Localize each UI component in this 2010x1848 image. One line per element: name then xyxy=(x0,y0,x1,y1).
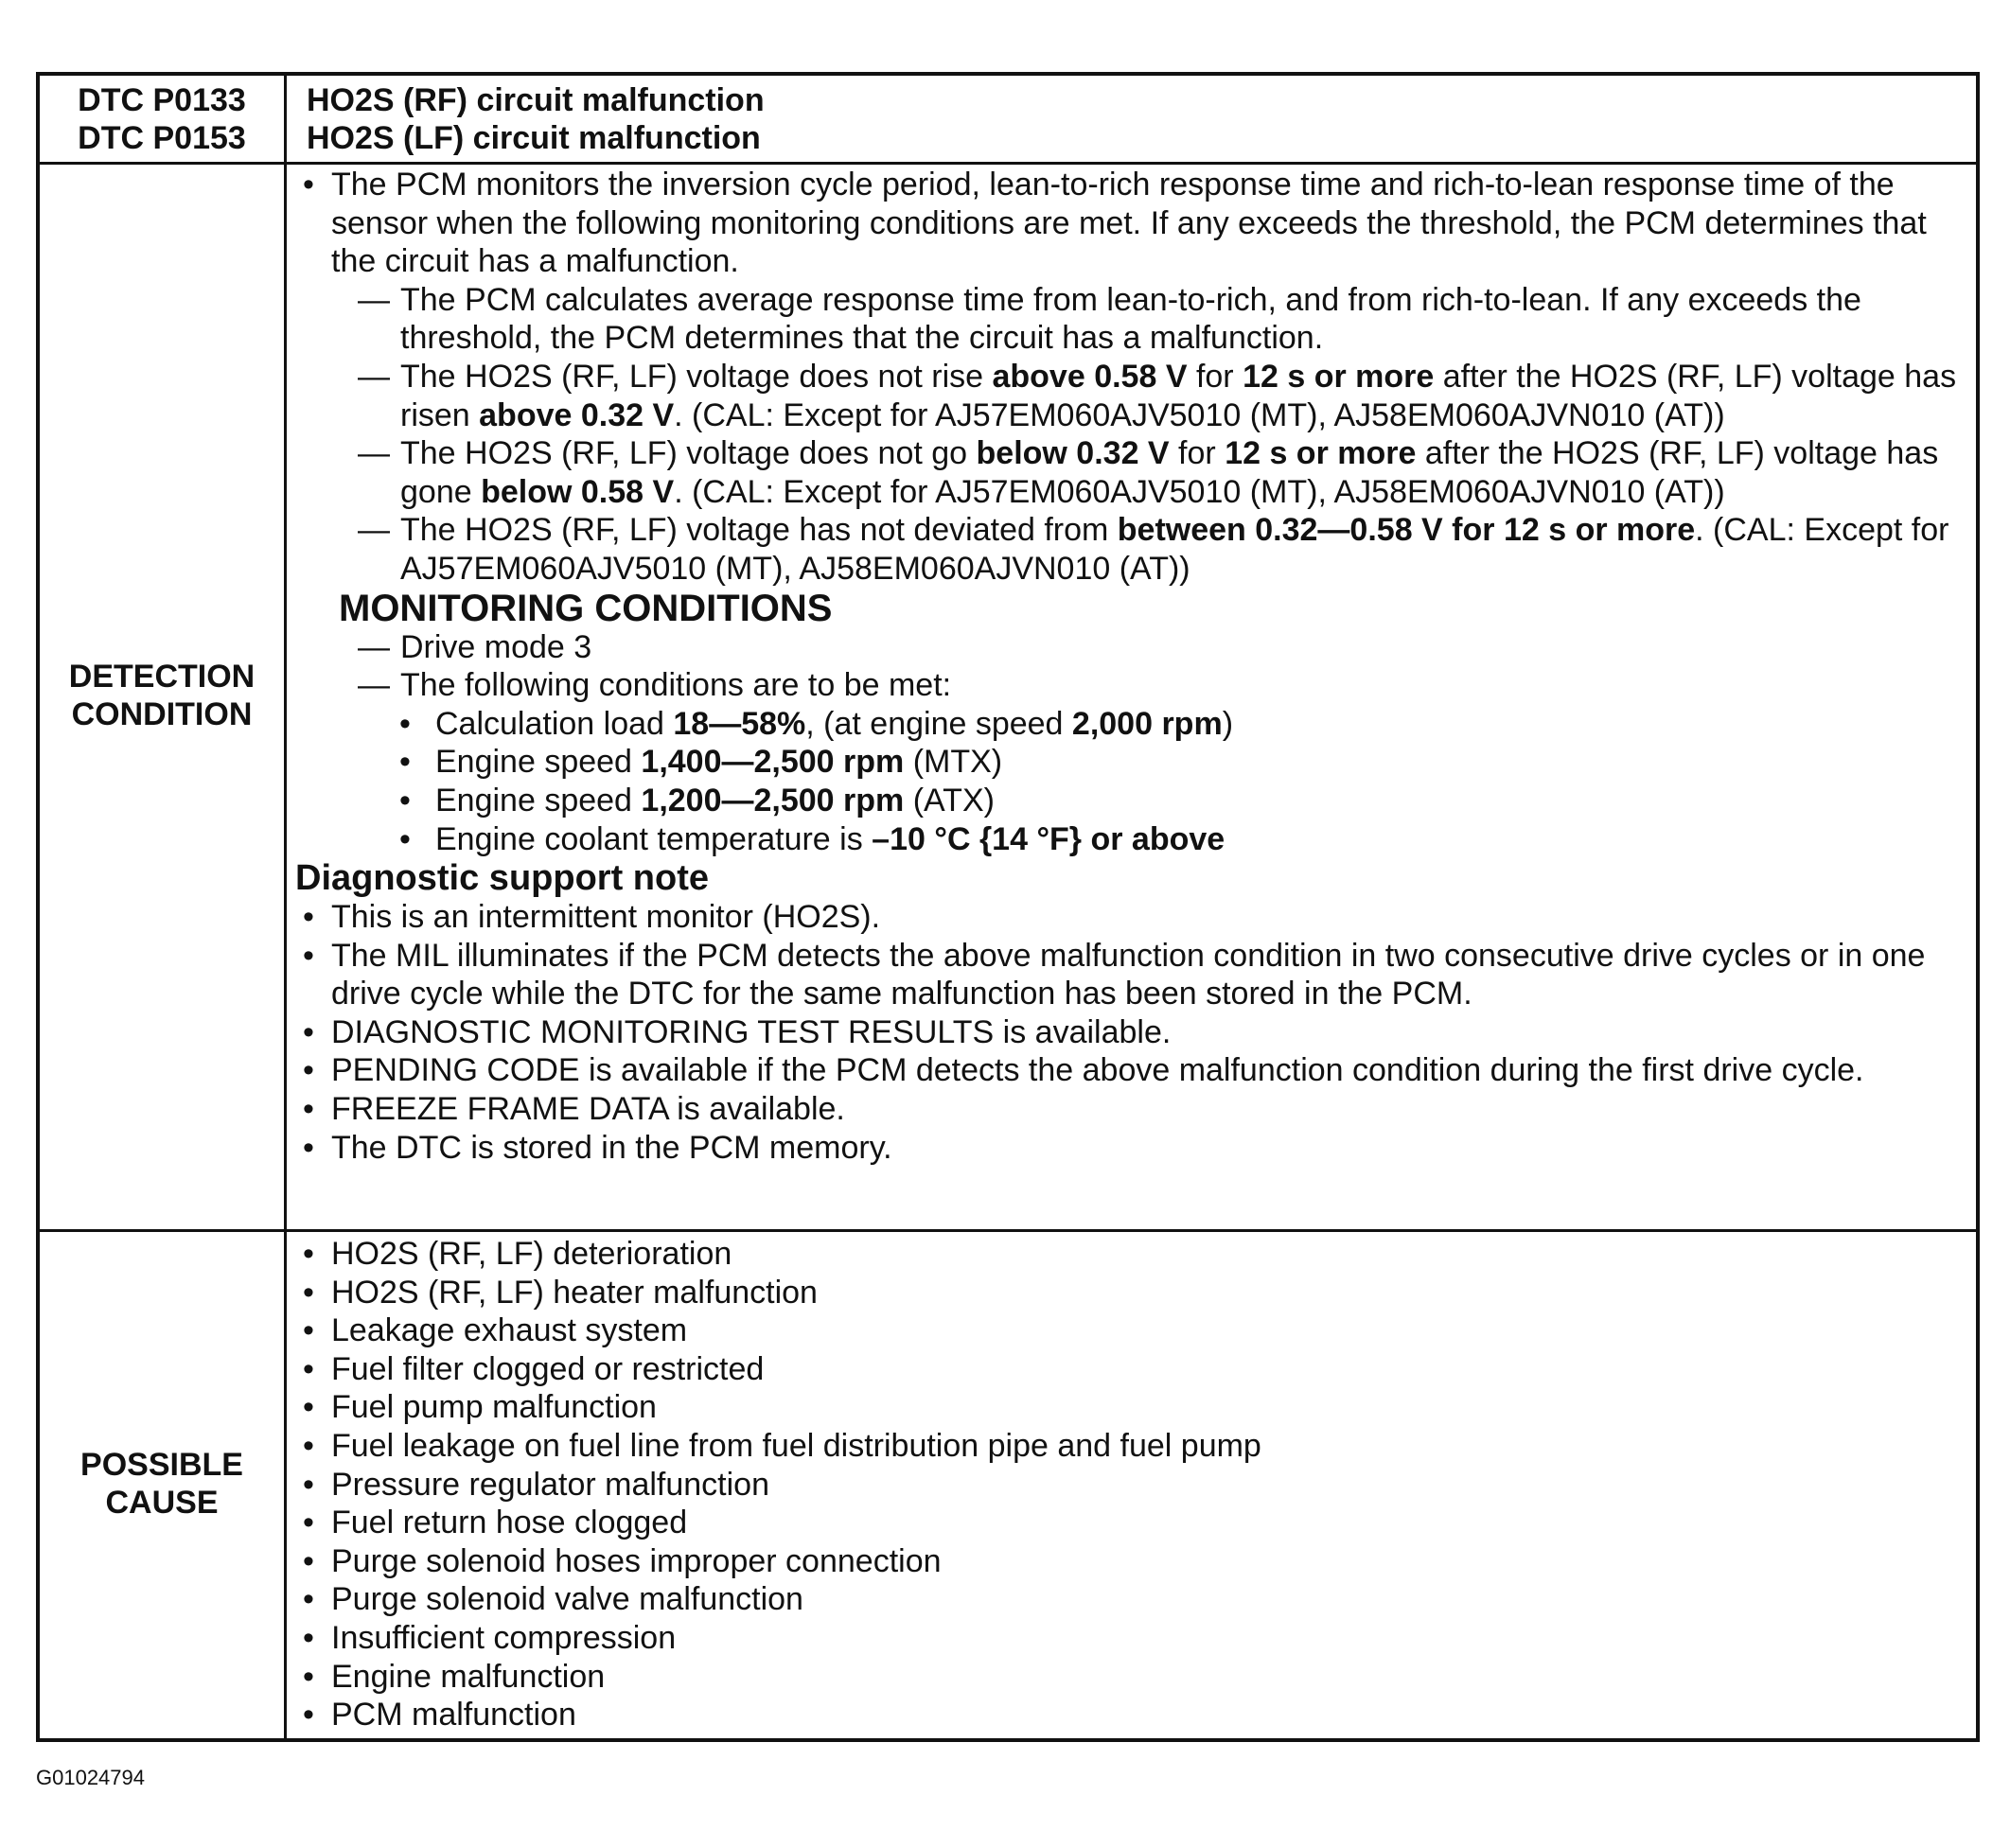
possible-cause-item xyxy=(293,1311,1963,1350)
text-run: 1,200—2,500 rpm xyxy=(641,782,905,818)
text-run: below 0.58 V xyxy=(481,473,675,510)
dash-icon: — xyxy=(358,512,390,549)
monitoring-dash-item xyxy=(293,666,1963,705)
possible-cause-item-text: Fuel leakage on fuel line from fuel distribution pipe and fuel pump xyxy=(331,1427,1261,1464)
bullet-icon: • xyxy=(303,1697,314,1734)
text-run: 1,400—2,500 rpm xyxy=(641,744,905,781)
text-run: 12 s or more xyxy=(1225,435,1417,472)
row-label-line: POSSIBLE xyxy=(80,1447,243,1483)
text-run: (ATX) xyxy=(904,782,995,818)
text-run: between 0.32—0.58 V for 12 s or more xyxy=(1117,512,1696,549)
bullet-icon: • xyxy=(303,1505,314,1541)
figure-id: G01024794 xyxy=(36,1766,145,1789)
diagnostic-note-text: The DTC is stored in the PCM memory. xyxy=(331,1129,892,1166)
condition-item xyxy=(293,820,1963,859)
condition-item-text xyxy=(435,706,1233,742)
bullet-icon: • xyxy=(303,1581,314,1618)
text-run: after the HO2S (RF, LF) voltage has risen xyxy=(400,358,1957,433)
possible-cause-item-text: Purge solenoid hoses improper connection xyxy=(331,1542,942,1579)
detection-condition-content xyxy=(293,162,1963,1229)
possible-cause-item-text: Fuel pump malfunction xyxy=(331,1389,657,1426)
condition-item xyxy=(293,743,1963,782)
possible-cause-item-text: Insufficient compression xyxy=(331,1619,677,1656)
text-run: above 0.58 V xyxy=(992,358,1188,395)
possible-cause-item-text: PCM malfunction xyxy=(331,1697,576,1734)
text-run: . (CAL: Except for AJ57EM060AJV5010 (MT), AJ58EM060AJVN010 (AT)) xyxy=(674,396,1725,433)
threshold-item xyxy=(293,511,1963,588)
bullet-icon: • xyxy=(303,1389,314,1426)
text-run: Engine speed xyxy=(435,782,642,818)
text-run: after the HO2S (RF, LF) voltage has gone xyxy=(400,435,1939,510)
dash-icon: — xyxy=(358,667,390,704)
possible-cause-item xyxy=(293,1504,1963,1542)
diagnostic-note xyxy=(293,1051,1963,1090)
dtc-title-cell xyxy=(307,76,1963,162)
header-row xyxy=(40,76,1976,165)
diagnostic-note-text: DIAGNOSTIC MONITORING TEST RESULTS is available. xyxy=(331,1013,1172,1050)
row-label-line: CAUSE xyxy=(105,1485,219,1521)
threshold-item xyxy=(293,281,1963,358)
threshold-item-text xyxy=(400,512,1948,587)
text-run: 12 s or more xyxy=(1243,358,1435,395)
detection-condition-label xyxy=(40,162,284,1229)
possible-cause-item xyxy=(293,1235,1963,1274)
possible-cause-item xyxy=(293,1580,1963,1619)
threshold-list xyxy=(293,281,1963,589)
monitoring-conditions-heading: MONITORING CONDITIONS xyxy=(339,587,833,629)
row-label-line: CONDITION xyxy=(71,696,253,732)
text-run: The HO2S (RF, LF) voltage does not go xyxy=(400,435,977,472)
diagnostic-note xyxy=(293,898,1963,937)
text-run: 18—58% xyxy=(673,705,806,742)
possible-cause-list xyxy=(293,1235,1963,1734)
diagnostic-note xyxy=(293,1013,1963,1052)
condition-item-text xyxy=(435,783,995,818)
condition-item-text xyxy=(435,821,1225,857)
text-run: The HO2S (RF, LF) voltage does not rise xyxy=(400,358,993,395)
possible-cause-item-text: Fuel filter clogged or restricted xyxy=(331,1350,765,1387)
bullet-icon: • xyxy=(399,705,411,742)
detection-condition-row xyxy=(40,162,1976,1232)
bullet-icon: • xyxy=(399,744,411,781)
bullet-icon: • xyxy=(303,1542,314,1579)
bullet-icon: • xyxy=(303,1013,314,1050)
possible-cause-item xyxy=(293,1542,1963,1581)
possible-cause-item-text: Fuel return hose clogged xyxy=(331,1505,688,1541)
text-run: ) xyxy=(1222,705,1234,742)
text-run: Calculation load xyxy=(435,705,674,742)
bullet-icon: • xyxy=(303,899,314,936)
condition-item xyxy=(293,705,1963,744)
bullet-icon: • xyxy=(303,1274,314,1311)
text-run: The PCM calculates average response time from lean-to-rich, and from rich-to-lean. If any exceeds the threshold, the PCM determines that the circuit has a malfunction. xyxy=(400,281,1861,357)
text-run: above 0.32 V xyxy=(479,396,675,433)
bullet-icon: • xyxy=(399,782,411,818)
text-run: The HO2S (RF, LF) voltage has not deviated from xyxy=(400,512,1118,549)
bullet-icon: • xyxy=(303,1350,314,1387)
threshold-item-text xyxy=(400,282,1861,357)
diagnostic-support-heading: Diagnostic support note xyxy=(295,858,709,899)
threshold-item-text xyxy=(400,435,1938,510)
dtc-table xyxy=(36,72,1980,1742)
bullet-icon: • xyxy=(303,167,314,202)
possible-cause-item xyxy=(293,1658,1963,1697)
possible-cause-item xyxy=(293,1619,1963,1658)
bullet-icon: • xyxy=(303,1427,314,1464)
text-run: for xyxy=(1169,435,1225,472)
bullet-icon: • xyxy=(303,1466,314,1503)
diagnostic-note-text: This is an intermittent monitor (HO2S). xyxy=(331,899,881,936)
bullet-icon: • xyxy=(303,1129,314,1166)
dash-icon: — xyxy=(358,435,390,472)
text-run: . (CAL: Except for AJ57EM060AJV5010 (MT), AJ58EM060AJVN010 (AT)) xyxy=(400,512,1949,587)
detection-body xyxy=(293,166,1963,1167)
bullet-icon: • xyxy=(303,1091,314,1128)
possible-cause-row xyxy=(40,1229,1976,1738)
possible-cause-item-text: HO2S (RF, LF) deterioration xyxy=(331,1236,732,1272)
bullet-icon: • xyxy=(399,820,411,857)
possible-cause-item-text: Purge solenoid valve malfunction xyxy=(331,1581,803,1618)
dtc-code-cell xyxy=(40,76,284,162)
threshold-item-text xyxy=(400,359,1956,433)
dtc-code: DTC P0153 xyxy=(78,119,246,156)
text-run: . (CAL: Except for AJ57EM060AJV5010 (MT), AJ58EM060AJVN010 (AT)) xyxy=(674,473,1725,510)
dash-icon: — xyxy=(358,281,390,318)
possible-cause-item-text: Leakage exhaust system xyxy=(331,1312,688,1349)
diagnostic-note-text: The MIL illuminates if the PCM detects the above malfunction condition in two consecutive drive cycles or in one drive cycle while the DTC for the same malfunction has been stored in the PCM. xyxy=(331,937,1926,1012)
dash-icon: — xyxy=(358,628,390,665)
bullet-icon: • xyxy=(303,1619,314,1656)
possible-cause-item xyxy=(293,1350,1963,1389)
bullet-icon: • xyxy=(303,1658,314,1695)
possible-cause-item-text: HO2S (RF, LF) heater malfunction xyxy=(331,1274,818,1311)
threshold-item xyxy=(293,434,1963,511)
text-run: Engine speed xyxy=(435,744,642,781)
possible-cause-item xyxy=(293,1466,1963,1505)
diagnostic-note-text: FREEZE FRAME DATA is available. xyxy=(331,1091,845,1128)
possible-cause-label xyxy=(40,1229,284,1738)
possible-cause-item xyxy=(293,1696,1963,1734)
possible-cause-item-text: Pressure regulator malfunction xyxy=(331,1466,770,1503)
row-label-line: DETECTION xyxy=(68,659,256,695)
bullet-icon: • xyxy=(303,1312,314,1349)
possible-cause-item xyxy=(293,1388,1963,1427)
possible-cause-content xyxy=(293,1229,1963,1738)
text-run: 2,000 rpm xyxy=(1071,705,1223,742)
monitoring-dash-text: Drive mode 3 xyxy=(400,628,592,665)
text-run: (MTX) xyxy=(904,744,1003,781)
possible-cause-item xyxy=(293,1274,1963,1312)
text-run: –10 °C {14 °F} or above xyxy=(872,820,1225,857)
intro-item xyxy=(293,166,1963,281)
threshold-item xyxy=(293,358,1963,434)
text-run: below 0.32 V xyxy=(976,435,1170,472)
bullet-icon: • xyxy=(303,937,314,974)
diagnostic-note-text: PENDING CODE is available if the PCM detects the above malfunction condition during the first drive cycle. xyxy=(331,1052,1864,1089)
dash-icon: — xyxy=(358,358,390,395)
diagnostic-note xyxy=(293,937,1963,1013)
text-run: for xyxy=(1187,358,1243,395)
possible-cause-item-text: Engine malfunction xyxy=(331,1658,606,1695)
dtc-title: HO2S (LF) circuit malfunction xyxy=(307,119,761,156)
dtc-title: HO2S (RF) circuit malfunction xyxy=(307,81,765,118)
conditions-list xyxy=(293,705,1963,858)
diagnostic-note xyxy=(293,1129,1963,1168)
monitoring-dash-item xyxy=(293,628,1963,667)
dtc-code: DTC P0133 xyxy=(78,81,246,118)
diagnostic-notes-list xyxy=(293,898,1963,1167)
text-run: Engine coolant temperature is xyxy=(435,820,873,857)
bullet-icon: • xyxy=(303,1052,314,1089)
text-run: , (at engine speed xyxy=(805,705,1072,742)
intro-text: The PCM monitors the inversion cycle period, lean-to-rich response time and rich-to-lean response time of the sensor when the following monitoring conditions are met. If any exceeds the threshold, the PCM determines that the circuit has a malfunction. xyxy=(331,167,1927,280)
diagnostic-note xyxy=(293,1090,1963,1129)
condition-item-text xyxy=(435,744,1002,780)
bullet-icon: • xyxy=(303,1236,314,1272)
monitoring-dash-text: The following conditions are to be met: xyxy=(400,667,952,704)
possible-cause-item xyxy=(293,1427,1963,1466)
condition-item xyxy=(293,782,1963,820)
